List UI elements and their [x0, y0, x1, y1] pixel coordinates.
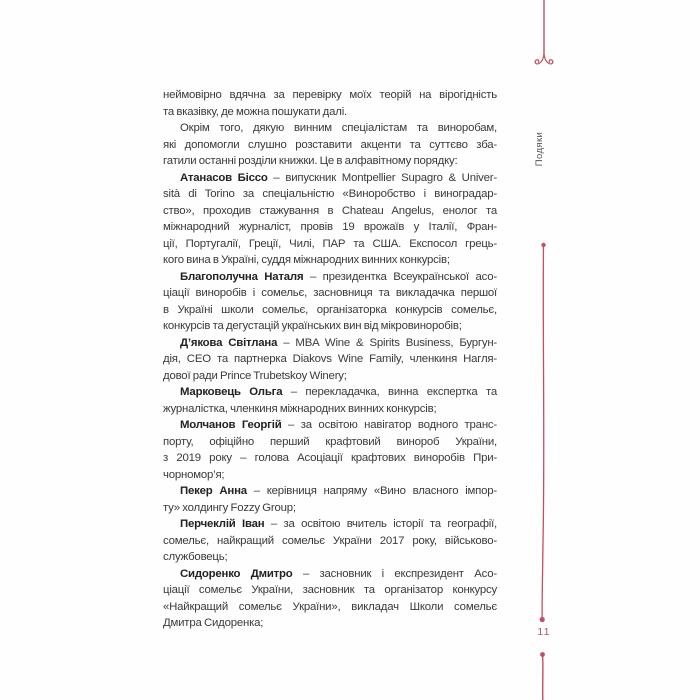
person-name: Сидоренко Дмитро — [180, 567, 293, 580]
text-line: та вказівку, де можна пошукати далі. — [163, 105, 347, 118]
paragraph — [163, 170, 497, 269]
text-line: дової ради Prince Trubetskoy Winery; — [163, 369, 347, 382]
person-name: Молчанов Георгій — [180, 419, 282, 431]
text-line: кого вина в Україні, суддя міжнародних винних конкурсів; — [163, 254, 450, 266]
text-line: з 2019 року – голова Асоціації крафтових виноробів При- — [163, 452, 497, 464]
text-line: Д’якова Світлана – MBA Wine & Spirits Business, Бургун- — [180, 336, 497, 349]
paragraph — [163, 384, 497, 417]
margin-rule-middle — [537, 242, 549, 624]
text-line: конкурсів та дегустацій українських вин від мікровиноробів; — [163, 320, 462, 332]
text-line: чорномор’я; — [163, 468, 225, 481]
text-line: неймовірно вдячна за перевірку моїх теорій на вірогідність — [163, 89, 497, 101]
text-line: ціації сомельє України, засновник та організатор конкурсу — [163, 584, 497, 596]
acknowledgments-text — [163, 87, 497, 632]
paragraph — [163, 483, 497, 516]
flourish-icon — [533, 0, 555, 70]
text-line: журналістка, членкиня міжнародних винних конкурсів; — [163, 402, 437, 415]
person-name: Д’якова Світлана — [180, 336, 278, 349]
text-line: Дмитра Сидоренка; — [163, 617, 264, 629]
rule-line-icon — [537, 651, 549, 700]
person-name: Атанасов Біссо — [180, 171, 268, 184]
text-line: Сидоренко Дмитро – засновник і експрезидент Асо- — [180, 567, 497, 580]
text-line: порту, офіційно перший крафтовий винороб України, — [163, 435, 497, 448]
text-line: сомельє, найкращий сомельє України 2017 року, військово- — [163, 534, 497, 547]
paragraph — [163, 87, 497, 120]
person-name: Перчеклій Іван — [180, 518, 265, 530]
text-line: Перчеклій Іван – за освітою вчитель історії та географії, — [180, 518, 497, 530]
person-name: Марковець Ольга — [180, 386, 283, 398]
person-name: Благополучна Наталя — [180, 270, 304, 283]
page-number: 11 — [537, 626, 551, 638]
text-line: міжнародний журналіст, провів 19 врожаїв у Італії, Фран- — [163, 221, 497, 233]
paragraph — [163, 566, 497, 632]
rule-line-icon — [537, 242, 549, 624]
text-line: ції, Португалії, Греції, Чилі, ПАР та США. Експосол грець- — [163, 237, 497, 250]
margin-rule-bottom — [537, 651, 549, 700]
text-line: sità di Torino за спеціальністю «Виноробство і виноградар- — [163, 188, 497, 200]
person-name: Пекер Анна — [180, 485, 247, 497]
text-line: гатили останні розділи книжки. Це в алфавітному порядку: — [163, 155, 458, 167]
text-line: «Найкращий сомельє України», викладач Школи сомельє — [163, 600, 497, 613]
text-line: ство», проходив стажування в Chateau Angelus, енолог та — [163, 204, 497, 217]
text-line: Благополучна Наталя – президентка Всеукраїнської асо- — [180, 270, 497, 283]
text-line: Марковець Ольга – перекладачка, винна експертка та — [180, 386, 497, 398]
paragraph — [163, 335, 497, 385]
paragraph — [163, 120, 497, 170]
text-line: які допомогли слушно розставити акценти та суттєво зба- — [163, 138, 497, 151]
text-line: Молчанов Георгій – за освітою навігатор водного транс- — [180, 419, 497, 431]
top-flourish-rule — [533, 0, 555, 70]
text-line: ту» холдингу Fozzy Group; — [163, 501, 296, 514]
text-line: в Україні школи сомельє, організаторка конкурсів сомельє, — [163, 303, 497, 316]
text-line: Окрім того, дякую винним спеціалістам та виноробам, — [180, 122, 497, 134]
paragraph — [163, 516, 497, 566]
text-line: Атанасов Біссо – випускник Montpellier Supagro & Univer- — [180, 171, 497, 184]
paragraph — [163, 269, 497, 335]
chapter-label: Подяки — [534, 131, 545, 167]
text-line: дія, CEO та партнерка Diakovs Wine Family, членкиня Нагля- — [163, 353, 497, 365]
paragraph — [163, 417, 497, 483]
text-line: Пекер Анна – керівниця напряму «Вино власного імпор- — [180, 485, 497, 497]
text-line: службовець; — [163, 551, 228, 563]
text-line: ціації виноробів і сомельє, засновниця та викладачка першої — [163, 287, 497, 299]
